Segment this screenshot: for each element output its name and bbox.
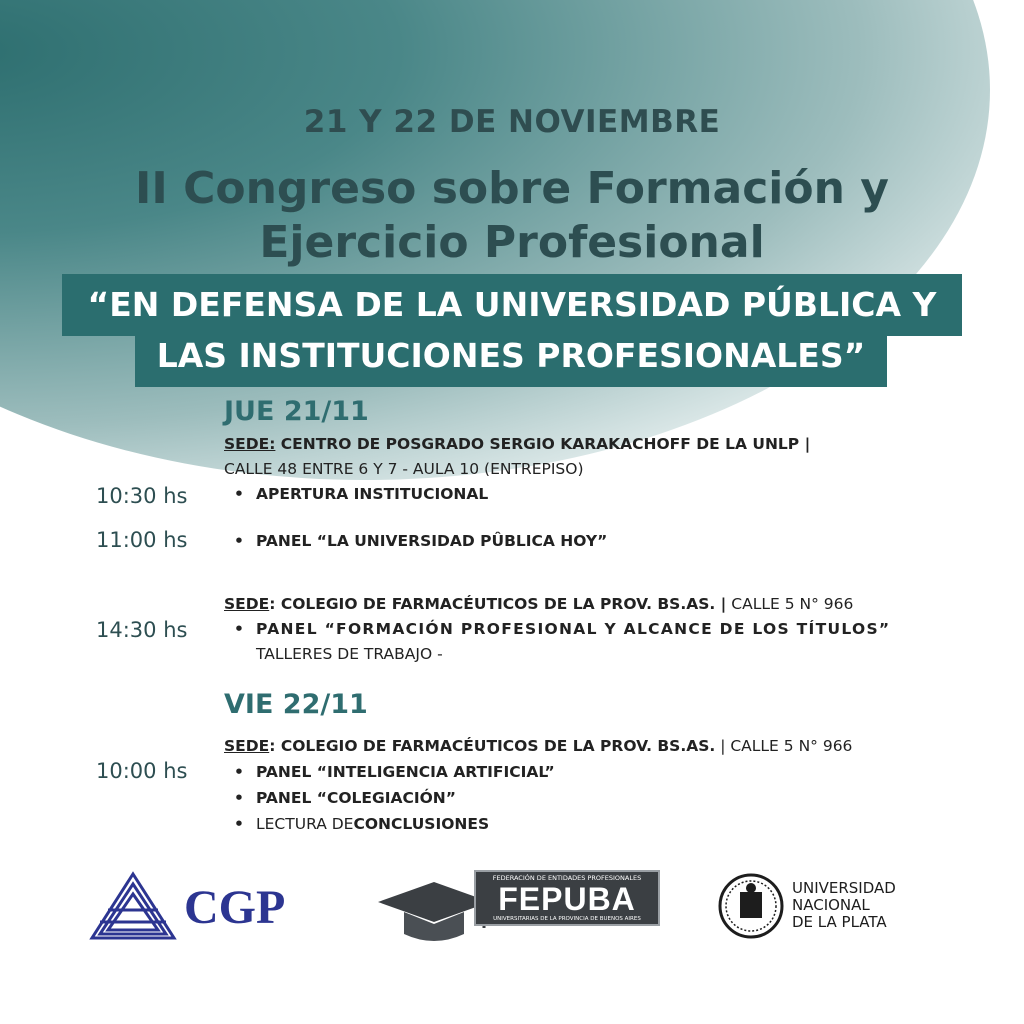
agenda-item-text: PANEL “LA UNIVERSIDAD PÛBLICA HOY”	[256, 532, 608, 550]
venue-name: : COLEGIO DE FARMACÉUTICOS DE LA PROV. BS.AS.	[269, 737, 716, 755]
agenda-item-text: PANEL “FORMACIÓN PROFESIONAL Y ALCANCE DE LOS TÍTULOS”	[256, 620, 891, 638]
agenda-item-panel-formacion	[234, 620, 890, 638]
sede-label: SEDE	[224, 595, 270, 613]
event-date: 21 Y 22 DE NOVIEMBRE	[303, 104, 721, 140]
bullet-icon: •	[234, 620, 244, 638]
time-1100: 11:00 hs	[96, 528, 188, 552]
unlp-logo	[718, 866, 918, 950]
agenda-item-conclusiones	[234, 815, 489, 833]
cgp-logo	[88, 866, 338, 946]
agenda-item-text: PANEL “INTELIGENCIA ARTIFICIAL”	[256, 763, 555, 781]
unlp-logo-text	[792, 880, 896, 931]
time-1000: 10:00 hs	[96, 759, 188, 783]
congress-title	[0, 162, 1024, 270]
cgp-logo-text: CGP	[184, 881, 286, 934]
agenda-item-prefix: LECTURA DE	[256, 815, 354, 833]
day1-venue1	[224, 435, 810, 453]
unlp-line-3: DE LA PLATA	[792, 913, 887, 931]
sede-label: SEDE:	[224, 435, 276, 453]
fepuba-bottom-text: UNIVERSITARIAS DE LA PROVINCIA DE BUENOS AIRES	[493, 916, 641, 922]
bullet-icon: •	[234, 789, 244, 807]
subtitle-banner-line-1: “EN DEFENSA DE LA UNIVERSIDAD PÚBLICA Y	[62, 274, 962, 336]
time-1430: 14:30 hs	[96, 618, 188, 642]
fepuba-top-text: FEDERACIÓN DE ENTIDADES PROFESIONALES	[492, 874, 642, 882]
subtitle-banner-line-2: LAS INSTITUCIONES PROFESIONALES”	[135, 329, 887, 387]
agenda-item-panel-universidad	[234, 532, 607, 550]
day1-venue2	[224, 595, 853, 613]
venue-address: | CALLE 5 N° 966	[715, 737, 853, 755]
bullet-icon: •	[234, 532, 244, 550]
day2-venue	[224, 737, 852, 755]
agenda-item-text: APERTURA INSTITUCIONAL	[256, 485, 489, 503]
agenda-item-panel-ia	[234, 763, 555, 781]
title-line-1: II Congreso sobre Formación y	[135, 163, 889, 214]
agenda-item-apertura	[234, 485, 488, 503]
fepuba-logo	[374, 866, 664, 956]
time-1030: 10:30 hs	[96, 484, 188, 508]
venue-address: CALLE 5 N° 966	[726, 595, 854, 613]
venue-name: : COLEGIO DE FARMACÉUTICOS DE LA PROV. BS.AS. |	[269, 595, 727, 613]
day2-heading: VIE 22/11	[224, 689, 368, 720]
agenda-item-text: PANEL “COLEGIACIÓN”	[256, 789, 456, 807]
agenda-item-talleres: TALLERES DE TRABAJO -	[256, 645, 443, 663]
sede-label: SEDE	[224, 737, 270, 755]
bullet-icon: •	[234, 815, 244, 833]
title-line-2: Ejercicio Profesional	[259, 217, 765, 268]
unlp-line-1: UNIVERSIDAD	[792, 879, 896, 897]
day1-heading: JUE 21/11	[224, 396, 369, 427]
venue-name: CENTRO DE POSGRADO SERGIO KARAKACHOFF DE LA UNLP |	[275, 435, 811, 453]
unlp-line-2: NACIONAL	[792, 896, 870, 914]
fepuba-plate	[474, 870, 660, 926]
cgp-emblem-icon	[88, 870, 178, 942]
day1-venue1-address: CALLE 48 ENTRE 6 Y 7 - AULA 10 (ENTREPISO)	[224, 460, 584, 478]
bullet-icon: •	[234, 763, 244, 781]
unlp-seal-icon	[718, 866, 784, 946]
agenda-item-text: CONCLUSIONES	[353, 815, 490, 833]
fepuba-main-text: FEPUBA	[498, 881, 636, 917]
agenda-item-panel-colegiacion	[234, 789, 456, 807]
bullet-icon: •	[234, 485, 244, 503]
